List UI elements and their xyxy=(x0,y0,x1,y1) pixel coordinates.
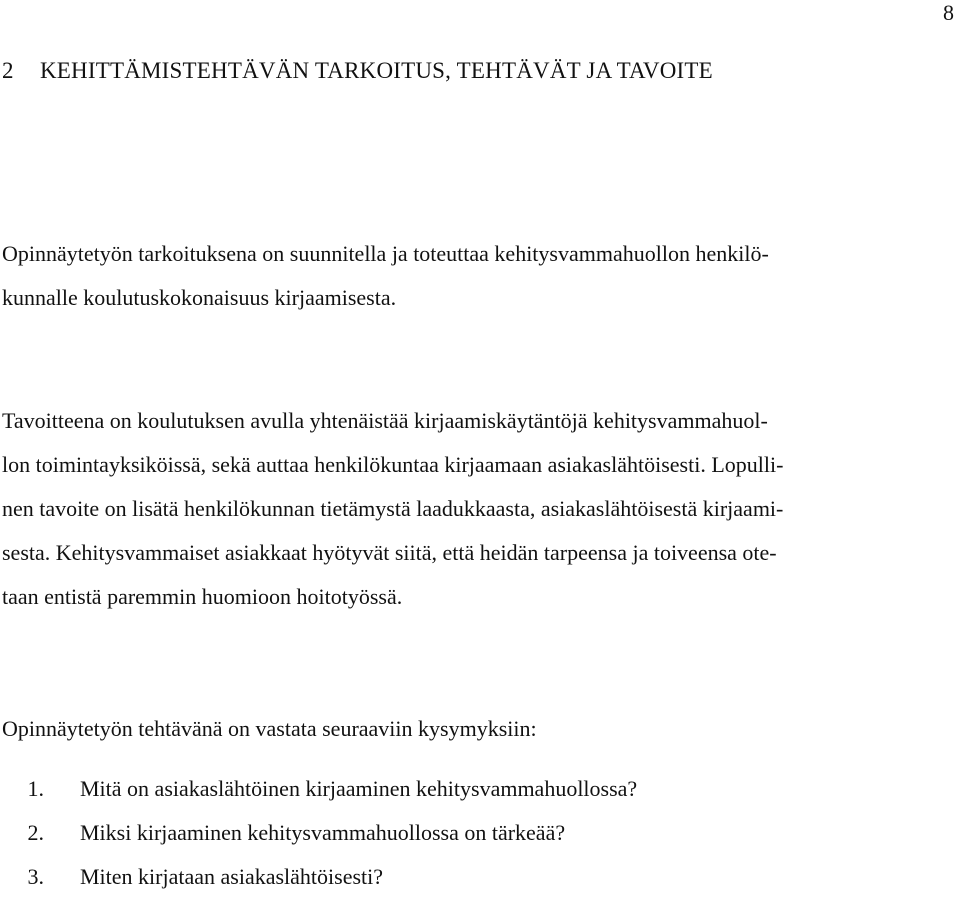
paragraph-goal xyxy=(2,399,783,619)
paragraph-task xyxy=(2,707,537,751)
question-text: Miten kirjataan asiakaslähtöisesti? xyxy=(80,864,384,889)
page-number: 8 xyxy=(943,0,954,25)
paragraph-line: lon toimintayksiköissä, sekä auttaa henkilökuntaa kirjaamaan asiakaslähtöisesti. Lopulli- xyxy=(2,452,784,477)
paragraph-line: taan entistä paremmin huomioon hoitotyössä. xyxy=(2,584,403,609)
list-item xyxy=(2,767,637,811)
paragraph-line: Opinnäytetyön tehtävänä on vastata seuraaviin kysymyksiin: xyxy=(2,716,537,741)
question-number: 3. xyxy=(27,864,44,889)
chapter-title: KEHITTÄMISTEHTÄVÄN TARKOITUS, TEHTÄVÄT JA TAVOITE xyxy=(40,58,713,83)
paragraph-line: nen tavoite on lisätä henkilökunnan tietämystä laadukkaasta, asiakaslähtöisestä kirjaami- xyxy=(2,496,784,521)
paragraph-line: sesta. Kehitysvammaiset asiakkaat hyötyvät siitä, että heidän tarpeensa ja toiveensa ote- xyxy=(2,540,777,565)
paragraph-line: Tavoitteena on koulutuksen avulla yhtenäistää kirjaamiskäytäntöjä kehitysvammahuol- xyxy=(2,408,768,433)
list-item xyxy=(2,811,637,855)
question-number: 1. xyxy=(27,776,44,801)
question-text: Miksi kirjaaminen kehitysvammahuollossa on tärkeää? xyxy=(80,820,566,845)
question-list xyxy=(2,767,637,899)
chapter-heading xyxy=(2,58,713,84)
chapter-number: 2 xyxy=(2,58,14,83)
question-text: Mitä on asiakaslähtöinen kirjaaminen kehitysvammahuollossa? xyxy=(80,776,638,801)
question-number: 2. xyxy=(27,820,44,845)
paragraph-line: Opinnäytetyön tarkoituksena on suunnitella ja toteuttaa kehitysvammahuollon henkilö- xyxy=(2,241,769,266)
list-item xyxy=(2,855,637,899)
paragraph-purpose xyxy=(2,232,769,320)
paragraph-line: kunnalle koulutuskokonaisuus kirjaamisesta. xyxy=(2,285,397,310)
